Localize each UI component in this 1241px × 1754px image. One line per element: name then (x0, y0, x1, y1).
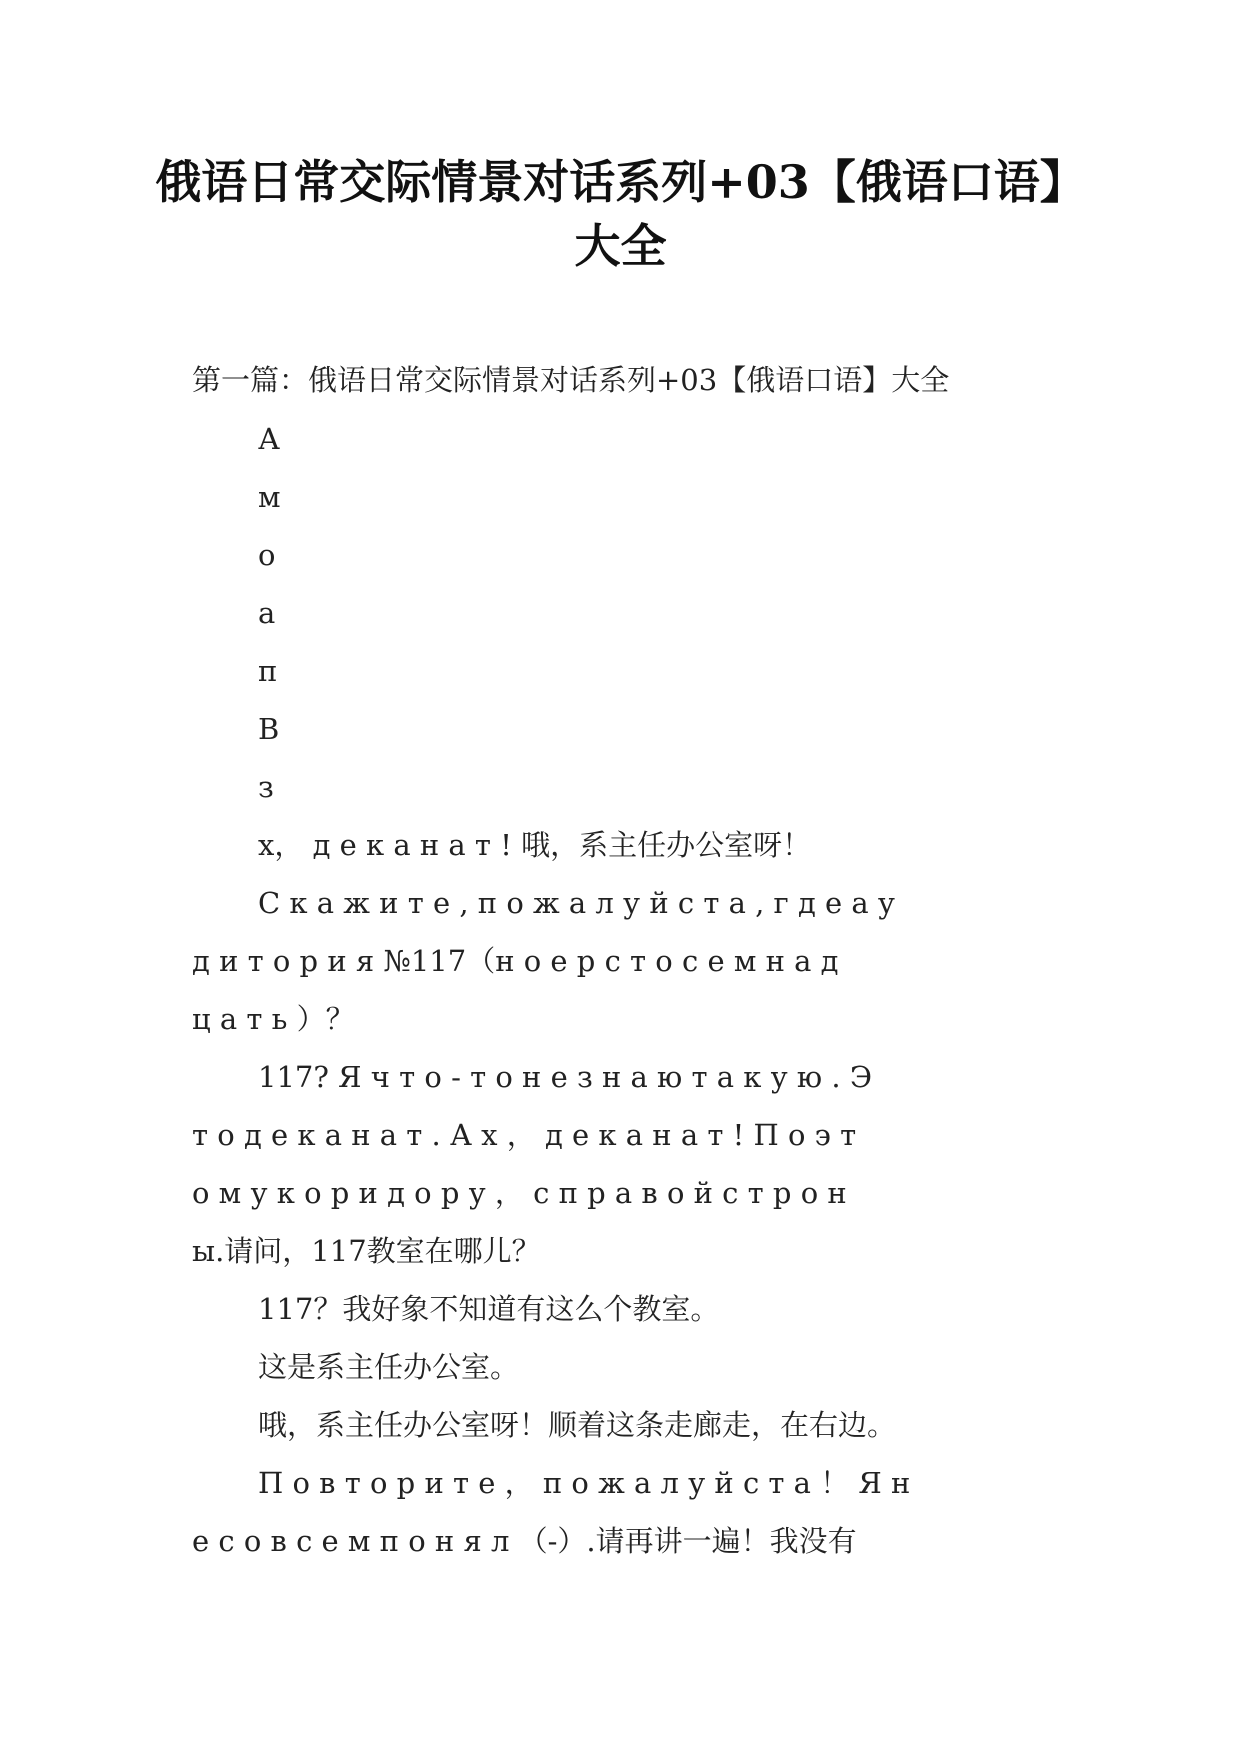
paragraph-line: П о в т о р и т е ， п о ж а л у й с т а ！ Я н (258, 1466, 911, 1500)
vertical-letter: А (258, 422, 280, 456)
paragraph-line: 117? Я ч т о - т о н е з н а ю т а к у ю . Э (258, 1060, 873, 1094)
paragraph-line: 117？我好象不知道有这么个教室。 (258, 1292, 720, 1326)
paragraph-line: С к а ж и т е , п о ж а л у й с т а , г д е а у (258, 886, 895, 920)
title-line-1: 俄语日常交际情景对话系列+03【俄语口语】 (155, 155, 1086, 209)
section-heading: 第一篇：俄语日常交际情景对话系列+03【俄语口语】大全 (192, 363, 950, 397)
vertical-letter: п (258, 654, 278, 688)
vertical-letter: м (258, 480, 281, 514)
paragraph-line: е с о в с е м п о н я л （-）.请再讲一遍！我没有 (192, 1524, 857, 1558)
paragraph-line: т о д е к а н а т . А х ， д е к а н а т ! П о э т (192, 1118, 857, 1152)
paragraph-line: д и т о р и я №117（н о е р с т о с е м н а д (192, 944, 839, 978)
vertical-letter: а (258, 596, 276, 630)
paragraph-line: ц а т ь ）？ (192, 1002, 355, 1036)
paragraph-line: ы.请问，117教室在哪儿？ (192, 1234, 541, 1268)
paragraph-line: х， д е к а н а т ! 哦，系主任办公室呀！ (258, 828, 812, 862)
vertical-letter: В (258, 712, 280, 746)
paragraph-line: о м у к о р и д о р у ， с п р а в о й с т р о н (192, 1176, 847, 1210)
title-line-2: 大全 (574, 219, 667, 273)
vertical-letter: о (258, 538, 276, 572)
paragraph-line: 哦，系主任办公室呀！顺着这条走廊走，在右边。 (258, 1408, 897, 1442)
vertical-letter: з (258, 770, 274, 804)
document-title (140, 150, 1101, 278)
paragraph-line: 这是系主任办公室。 (258, 1350, 520, 1384)
